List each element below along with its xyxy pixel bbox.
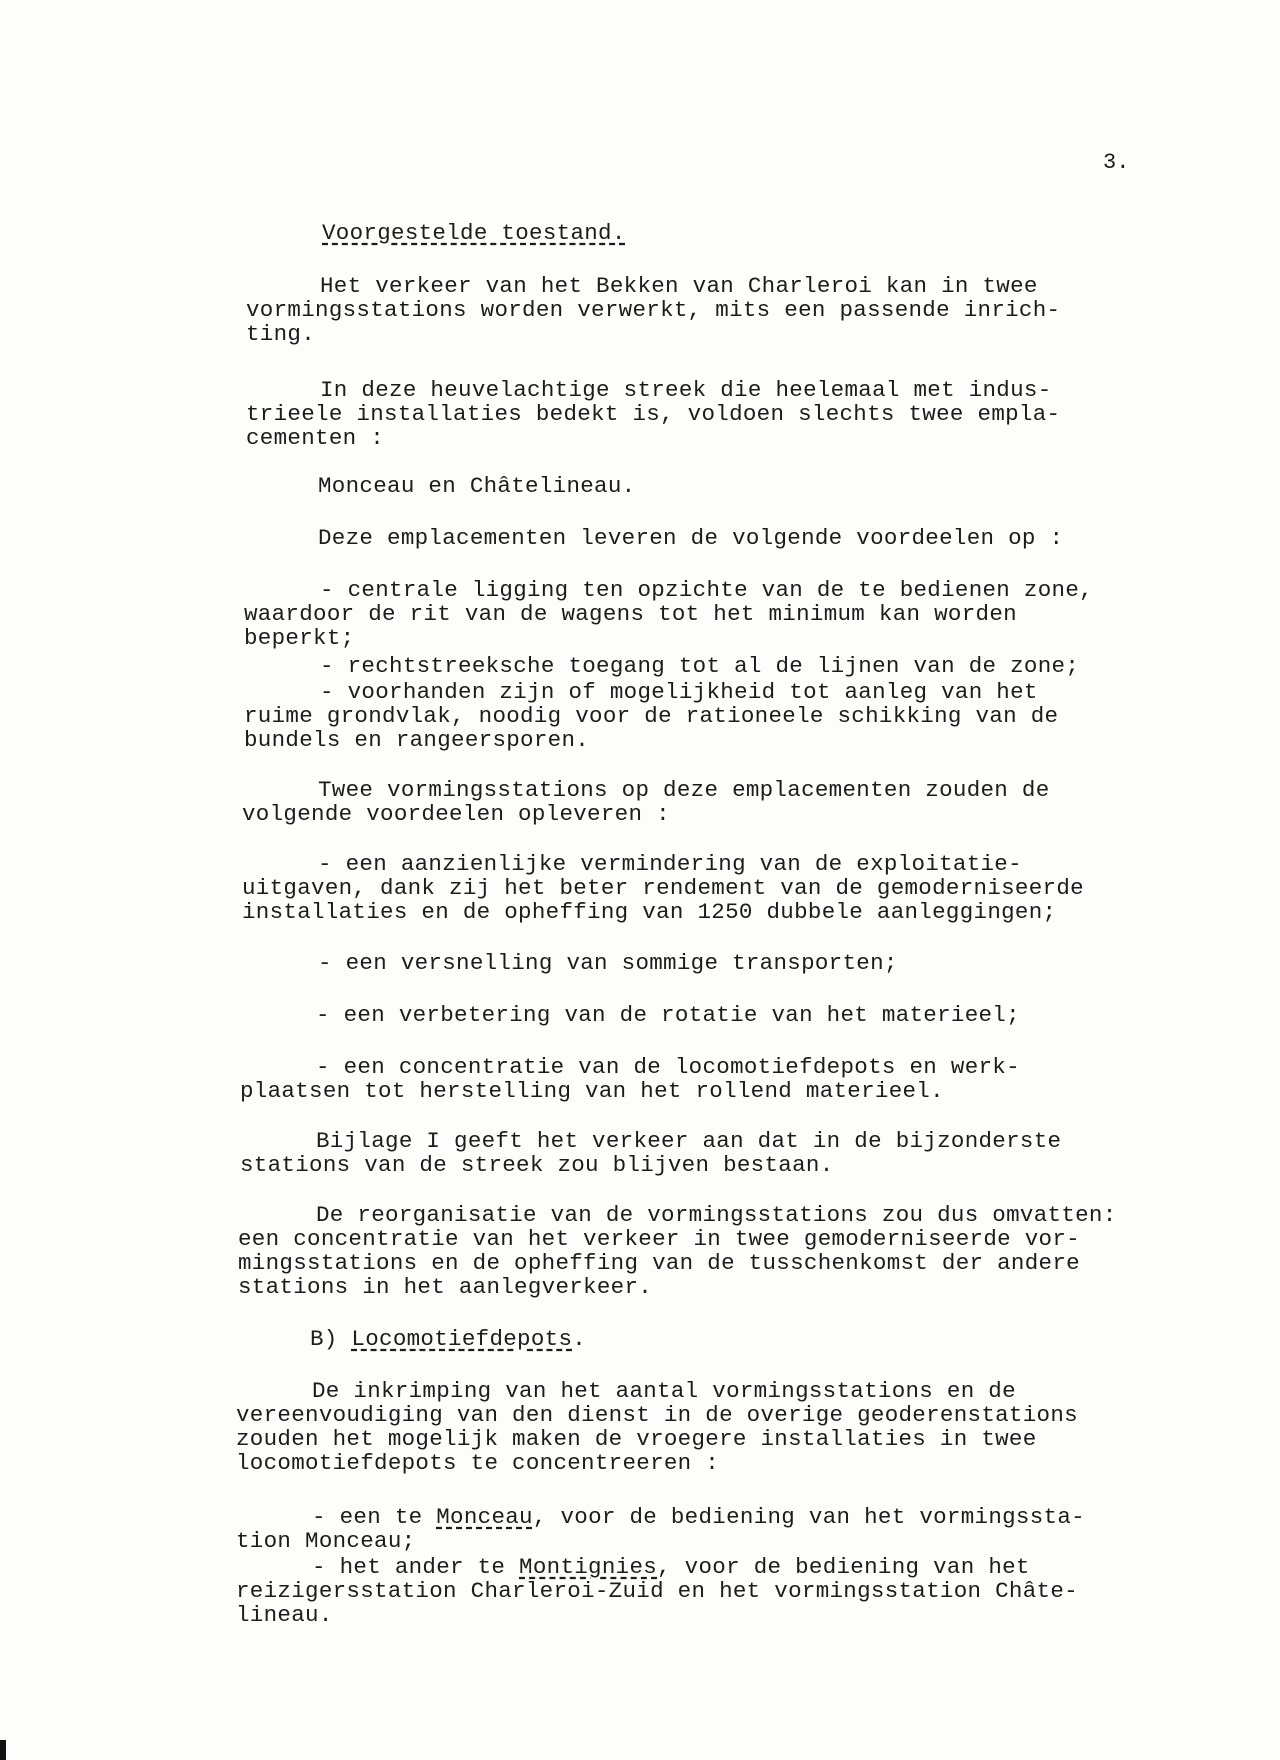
section-b-heading <box>310 1326 586 1352</box>
text-line: Het verkeer van het Bekken van Charleroi kan in twee <box>320 273 1038 299</box>
text-line: zouden het mogelijk maken de vroegere installaties in twee <box>236 1426 1037 1452</box>
text-line: Deze emplacementen leveren de volgende voordeelen op : <box>318 525 1064 551</box>
text-line: installaties en de opheffing van 1250 dubbele aanleggingen; <box>242 899 1057 925</box>
list-item-montignies <box>312 1554 1030 1580</box>
text-line: waardoor de rit van de wagens tot het minimum kan worden <box>244 601 1017 627</box>
text-line: De reorganisatie van de vormingsstations zou dus omvatten: <box>316 1202 1117 1228</box>
text-line: lineau. <box>236 1602 333 1628</box>
text-line: reizigersstation Charleroi-Zuid en het vormingsstation Châte- <box>236 1578 1078 1604</box>
text-line: volgende voordeelen opleveren : <box>242 801 670 827</box>
text-line: een concentratie van het verkeer in twee gemoderniseerde vor- <box>238 1226 1080 1252</box>
place-montignies: Montignies <box>519 1554 658 1580</box>
text-line: In deze heuvelachtige streek die heelemaal met indus- <box>320 377 1052 403</box>
text-line: - een aanzienlijke vermindering van de exploitatie- <box>318 851 1022 877</box>
text-line: stations in het aanlegverkeer. <box>238 1274 653 1300</box>
text-line: - een versnelling van sommige transporten; <box>318 950 898 976</box>
text-line: - een concentratie van de locomotiefdepots en werk- <box>316 1054 1020 1080</box>
text-line: - een verbetering van de rotatie van het materieel; <box>316 1002 1020 1028</box>
item-text: , voor de bediening van het vormingssta- <box>532 1504 1085 1530</box>
text-line: - centrale ligging ten opzichte van de te bedienen zone, <box>320 577 1093 603</box>
text-line: plaatsen tot herstelling van het rollend materieel. <box>240 1078 944 1104</box>
item-text: - een te <box>312 1504 437 1530</box>
text-line: uitgaven, dank zij het beter rendement van de gemoderniseerde <box>242 875 1084 901</box>
edge-mark <box>0 1740 6 1760</box>
text-line: trieele installaties bedekt is, voldoen slechts twee empla- <box>246 401 1061 427</box>
text-line: vereenvoudiging van den dienst in de overige geoderenstations <box>236 1402 1078 1428</box>
text-line: vormingsstations worden verwerkt, mits een passende inrich- <box>246 297 1061 323</box>
text-line: locomotiefdepots te concentreeren : <box>236 1450 720 1476</box>
text-line: De inkrimping van het aantal vormingsstations en de <box>312 1378 1016 1404</box>
section-title: Voorgestelde toestand. <box>322 220 626 246</box>
place-monceau: Monceau <box>436 1504 533 1530</box>
text-line: bundels en rangeersporen. <box>244 727 590 753</box>
item-text: , voor de bediening van het <box>657 1554 1030 1580</box>
list-item-monceau <box>312 1504 1085 1530</box>
text-line: ting. <box>246 321 316 347</box>
page-number: 3. <box>1103 150 1130 175</box>
text-line: ruime grondvlak, noodig voor de rationeele schikking van de <box>244 703 1059 729</box>
section-b-title: Locomotiefdepots <box>351 1326 573 1352</box>
text-line: - rechtstreeksche toegang tot al de lijnen van de zone; <box>320 653 1080 679</box>
section-b-suffix: . <box>572 1326 587 1352</box>
text-line: tion Monceau; <box>236 1528 416 1554</box>
item-text: - het ander te <box>312 1554 520 1580</box>
text-line: mingsstations en de opheffing van de tusschenkomst der andere <box>238 1250 1080 1276</box>
section-b-prefix: B) <box>310 1326 352 1352</box>
text-line: Bijlage I geeft het verkeer aan dat in de bijzonderste <box>316 1128 1062 1154</box>
text-line: - voorhanden zijn of mogelijkheid tot aanleg van het <box>320 679 1038 705</box>
text-line: stations van de streek zou blijven bestaan. <box>240 1152 834 1178</box>
text-line: cementen : <box>246 425 385 451</box>
text-line: Monceau en Châtelineau. <box>318 473 636 499</box>
text-line: Twee vormingsstations op deze emplacementen zouden de <box>318 777 1050 803</box>
text-line: beperkt; <box>244 625 355 651</box>
